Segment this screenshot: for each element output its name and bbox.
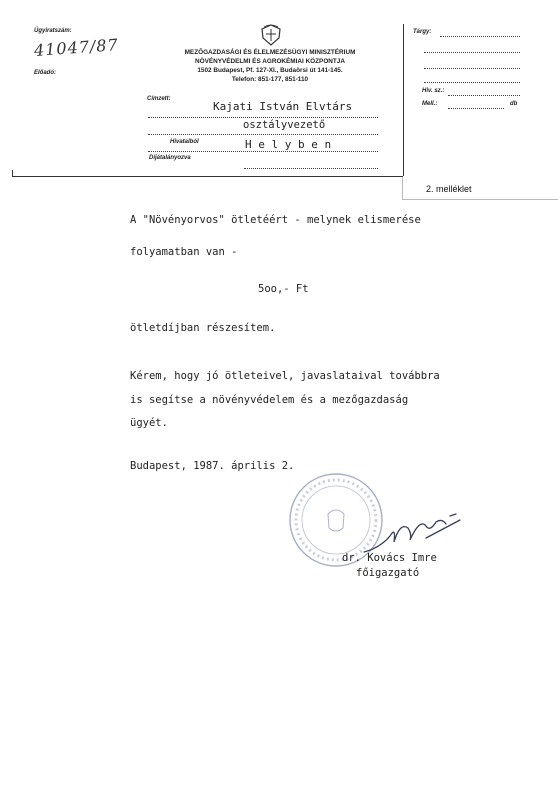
reward-amount: 5oo,- Ft [258,283,309,295]
addressee-name: Kajati István Elvtárs [213,100,353,113]
addressee-location: H e l y b e n [245,138,332,151]
ministry-line: Telefon: 851-177, 851-110 [231,76,309,83]
body-line-4: Kérem, hogy jó ötleteivel, javaslataival továbbra [130,370,440,382]
ugyiratszam-handwritten: 41047/87 [33,35,120,60]
dijatalanyozva-label: Díjátalányozva [149,155,191,161]
targy-line-4 [424,82,520,83]
targy-label: Tárgy: [413,29,432,35]
handwritten-signature-icon [360,508,470,558]
mell-line [448,108,504,109]
signatory-name: dr. Kovács Imre [342,552,437,564]
ministry-line: NÖVÉNYVÉDELMI ÉS AGROKÉMIAI KÖZPONTJA [195,58,345,65]
hivatalbol-label: Hivatalból [170,139,199,145]
ugyiratszam-label: Ügyiratszám: [34,28,72,34]
mell-label: Mell.: [422,101,438,107]
targy-line-3 [424,68,520,69]
ministry-letterhead [150,48,390,84]
eloado-label: Előadó: [34,70,56,76]
ministry-line: MEZŐGAZDASÁGI ÉS ÉLELMEZÉSÜGYI MINISZTÉRIUM [184,49,356,56]
hiv-sz-line [448,95,520,96]
body-line-6: ügyét. [130,417,168,429]
date-line: Budapest, 1987. április 2. [130,460,295,472]
address-line-1 [148,117,378,118]
ministry-line: 1502 Budapest, Pf. 127-XI., Budaörsi út 141-145. [197,67,343,74]
cimzett-label: Címzett: [147,96,171,102]
header-divider-horizontal [12,176,403,177]
attachment-tag: 2. melléklet [426,184,472,194]
header-corner-tick [12,170,13,177]
targy-line-2 [424,52,520,53]
targy-line-1 [440,36,520,37]
address-line-4 [244,168,378,169]
hiv-sz-label: Hiv. sz.: [422,88,445,94]
address-line-2 [148,134,378,135]
body-line-3: ötletdíjban részesítem. [130,322,276,334]
header-divider-vertical [403,24,404,176]
db-label: db [510,101,518,107]
body-line-5: is segítse a növényvédelem és a mezőgazdaság [130,394,409,406]
body-line-2: folyamatban van - [130,246,238,258]
signatory-position: főigazgató [356,567,420,579]
coat-of-arms-icon [258,23,284,47]
addressee-title: osztályvezető [243,119,326,131]
address-line-3 [148,151,378,152]
body-line-1: A "Növényorvos" ötletéért - melynek elismerése [130,214,421,226]
